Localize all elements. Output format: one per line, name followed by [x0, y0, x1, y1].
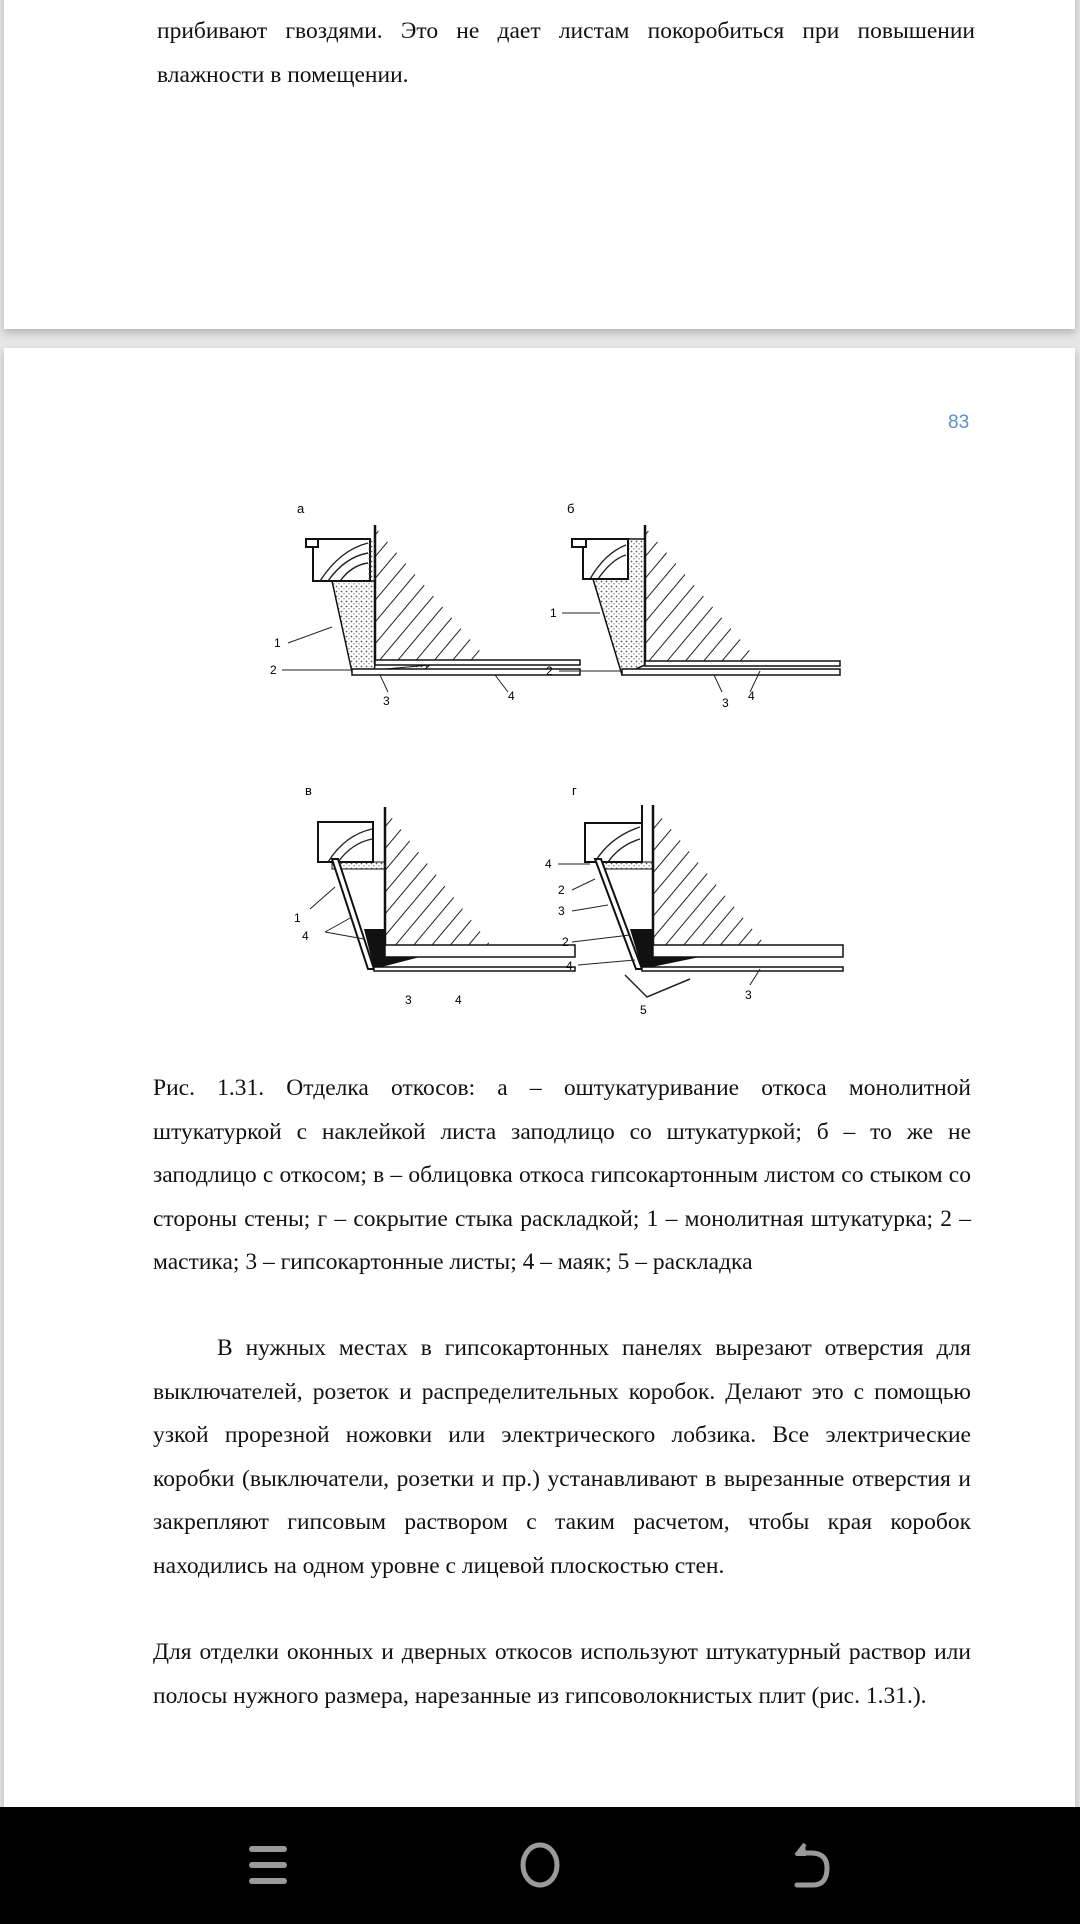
- label-4b: 4: [455, 993, 462, 1007]
- label-4a: 4: [545, 857, 552, 871]
- label-1: 1: [550, 606, 557, 620]
- label-1: 1: [274, 636, 281, 650]
- label-3a: 3: [558, 904, 565, 918]
- label-3: 3: [722, 696, 729, 710]
- label-3b: 3: [745, 988, 752, 1002]
- label-4b: 4: [566, 959, 573, 973]
- panel-v: [294, 783, 575, 1007]
- wall-hatch: [375, 527, 490, 663]
- figure-1-31: [270, 495, 860, 1017]
- label-4: 4: [508, 689, 515, 703]
- label-4a: 4: [302, 929, 309, 943]
- panel-title-b: б: [567, 501, 575, 516]
- android-nav-bar: [0, 1807, 1080, 1924]
- panel-g: [545, 783, 843, 1017]
- back-icon: [789, 1841, 833, 1889]
- label-1: 1: [294, 911, 301, 925]
- paragraph: Для отделки оконных и дверных откосов используют штукатурный раствор или полосы нужного размера, нарезанные из гипсоволокнистых плит (рис. 1.31.).: [153, 1639, 971, 1709]
- label-3: 3: [383, 694, 390, 708]
- label-2b: 2: [562, 935, 569, 949]
- page1-text: [157, 10, 975, 97]
- home-button[interactable]: [505, 1835, 575, 1895]
- panel-b: [546, 501, 840, 710]
- back-button[interactable]: [776, 1835, 846, 1895]
- label-2: 2: [270, 663, 277, 677]
- panel-title-a: а: [297, 501, 305, 516]
- menu-icon: [247, 1843, 291, 1887]
- page-number: 83: [948, 412, 970, 433]
- home-icon: [518, 1841, 562, 1889]
- label-3: 3: [405, 993, 412, 1007]
- text-line: прибивают гвоздями. Это не дает листам покоробиться при повышении: [157, 18, 975, 44]
- label-2: 2: [546, 664, 553, 678]
- figure-caption: Рис. 1.31. Отделка откосов: а – оштукатуривание откоса монолитной штукатуркой с наклейкой листа заподлицо со штукатуркой; б – то же не заподлицо с откосом; в – облицовка откоса гипсокартонным листом со стыком со стороны стены; г – сокрытие стыка раскладкой; 1 – монолитная штукатурка; 2 – мастика; 3 – гипсокартонные листы; 4 – маяк; 5 – раскладка: [153, 1075, 971, 1275]
- page-82: [4, 0, 1075, 329]
- panel-title-g: г: [572, 783, 577, 798]
- label-2a: 2: [558, 883, 565, 897]
- panel-title-v: в: [305, 783, 312, 798]
- paragraph: В нужных местах в гипсокартонных панелях вырезают отверстия для выключателей, розеток и распределительных коробок. Делают это с помощью узкой прорезной ножовки или электрического лобзика. Все электрические коробки (выключатели, розетки и пр.) устанавливают в вырезанные отверстия и закрепляют гипсовым раствором с таким расчетом, чтобы края коробок находились на одном уровне с лицевой плоскостью стен.: [153, 1335, 971, 1579]
- panel-a: [270, 501, 580, 708]
- recent-apps-button[interactable]: [234, 1835, 304, 1895]
- label-5: 5: [640, 1003, 647, 1017]
- plaster-1: [332, 581, 375, 672]
- label-4: 4: [748, 689, 755, 703]
- text-line: влажности в помещении.: [157, 61, 409, 88]
- drywall-slope: [332, 859, 374, 969]
